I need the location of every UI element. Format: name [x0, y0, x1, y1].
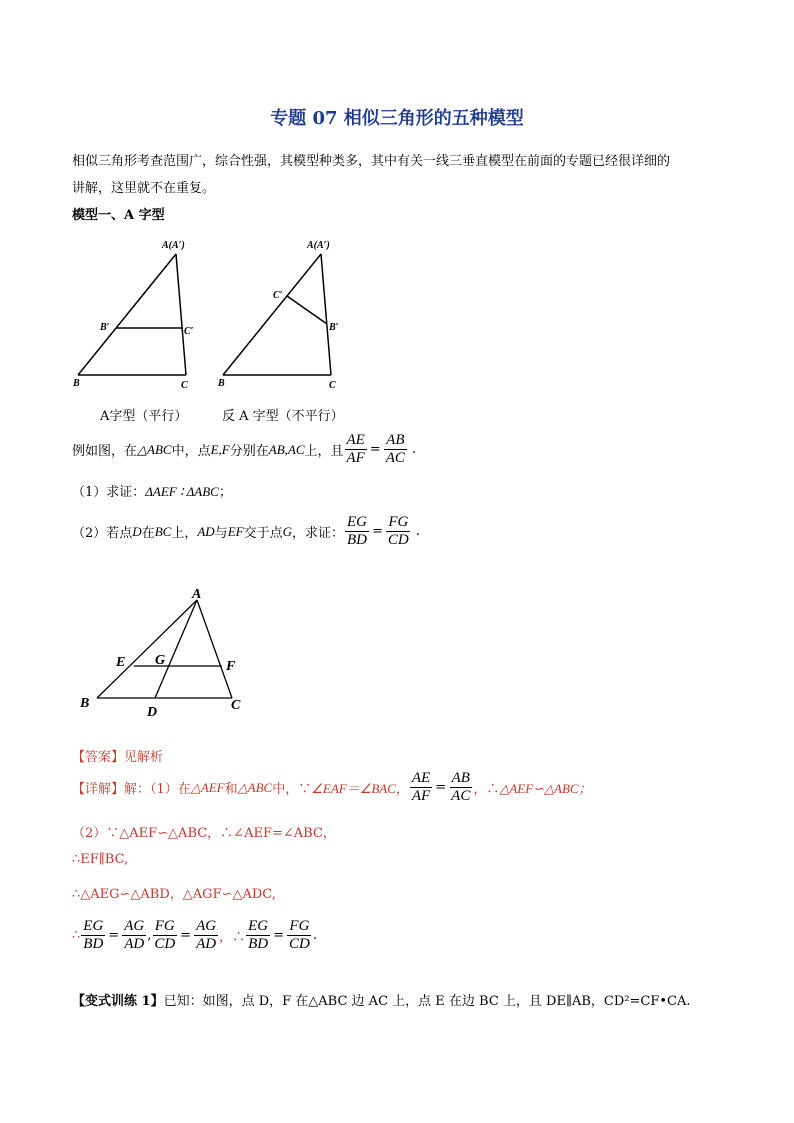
fig2-label-b-prime: B′: [329, 322, 339, 333]
variant-training-1: [72, 990, 690, 1009]
detail-tag: 【详解】: [72, 782, 125, 797]
q1-expression: ΔAEF ∶ ΔABC: [145, 484, 219, 499]
fraction-fg-cd: $\frac{FG}{CD}$: [387, 514, 409, 548]
fig1-label-a: A(A′): [162, 240, 185, 251]
fig2-label-b: B: [218, 378, 225, 389]
detail-fraction-ae-af: $\frac{AE}{AF}$: [411, 770, 431, 804]
example-triangle: △ABC: [137, 441, 172, 457]
fig2-label-a: A(A′): [307, 240, 330, 251]
fig1-label-b-prime: B′: [100, 322, 110, 333]
fraction-ab-ac: $\frac{AB}{AC}$: [385, 432, 405, 466]
detail-line-1: 【详解】 解：（1）在 △AEF 和 △ABC 中，∵ ∠EAF＝∠BAC ， $\frac{AE}{AF}$ = $\frac{AB}{AC}$ ，∴ △AEF∽△ABC；: [72, 770, 592, 804]
figure2-caption: 反 A 字型（不平行）: [222, 409, 344, 424]
fig3-label-f: F: [226, 659, 236, 674]
question-2: （2）若点 D 在 BC 上， AD 与 EF 交于点 G ，求证： $\frac{EG}{BD}$ = $\frac{FG}{CD}$ .: [72, 514, 420, 548]
answer-text: 见解析: [124, 750, 164, 765]
step5-fraction-fg-cd-2: $\frac{FG}{CD}$: [289, 918, 310, 952]
fig3-label-d: D: [147, 705, 158, 720]
step5-fraction-fg-cd: $\frac{FG}{CD}$: [154, 918, 176, 952]
page-title: 专题 07 相似三角形的五种模型: [270, 108, 524, 129]
answer-tag: 【答案】: [72, 750, 125, 765]
answer-line: [72, 746, 163, 765]
intro-line-1: 相似三角形考查范围广，综合性强，其模型种类多，其中有关一线三垂直模型在前面的专题已经很详细的: [72, 154, 671, 169]
example-sides: AB,AC: [268, 441, 305, 457]
fraction-ae-af: $\frac{AE}{AF}$: [346, 432, 365, 466]
fraction-eg-bd: $\frac{EG}{BD}$: [347, 514, 367, 548]
variant-text: 已知：如图，点 D，F 在△ABC 边 AC 上，点 E 在边 BC 上，且 DE∥AB，CD²=CF•CA.: [163, 994, 691, 1009]
fig3-label-c: C: [231, 698, 241, 713]
example-points: E,F: [210, 441, 230, 457]
fig3-label-e: E: [116, 655, 126, 670]
step5-fraction-eg-bd-2: $\frac{EG}{BD}$: [248, 918, 269, 952]
fig1-label-c-prime: C′: [184, 326, 194, 337]
fig3-label-b: B: [80, 696, 90, 711]
step5-fraction-ag-ad-2: $\frac{AG}{AD}$: [196, 918, 217, 952]
fig1-label-c: C: [181, 380, 188, 391]
fig1-label-b: B: [73, 378, 80, 389]
variant-tag: 【变式训练 1】: [72, 994, 164, 1009]
detail-fraction-ab-ac: $\frac{AB}{AC}$: [451, 770, 471, 804]
solution-step-2: （2）∵△AEF∽△ABC，∴∠AEF=∠ABC，: [72, 826, 336, 841]
fig3-label-g: G: [155, 653, 166, 668]
figure-triangle-abc-efg: [72, 582, 262, 722]
step5-fraction-ag-ad: $\frac{AG}{AD}$: [124, 918, 145, 952]
solution-step-5: ∴ $\frac{EG}{BD}$ = $\frac{AG}{AD}$ , $\frac{FG}{CD}$ = $\frac{AG}{AD}$ ，∴ $\frac{EG}{BD}$ = $\frac{FG}{CD}$ .: [72, 918, 317, 952]
fig2-label-c: C: [329, 380, 336, 391]
example-prefix: 例如图，在: [72, 444, 138, 459]
example-mid2: 分别在: [229, 444, 269, 459]
question-1: （1）求证：ΔAEF ∶ ΔABC；: [72, 484, 232, 500]
figure-reverse-a-shape: [205, 232, 365, 392]
solution-step-3: ∴EF∥BC,: [72, 852, 129, 867]
model1-heading: 模型一、A 字型: [72, 208, 165, 223]
intro-line-2: 讲解，这里就不在重复。: [72, 181, 216, 196]
fig3-label-a: A: [192, 587, 202, 602]
figure1-caption: A字型（平行）: [100, 409, 188, 424]
example-mid1: 中，点: [171, 444, 211, 459]
example-statement: 例如图，在 △ABC 中，点 E,F 分别在 AB,AC 上，且 $\frac{AE}{AF}$ = $\frac{AB}{AC}$ .: [72, 432, 417, 466]
solution-step-4: ∴△AEG∽△ABD，△AGF∽△ADC,: [72, 887, 276, 902]
figure-a-shape-parallel: [60, 232, 220, 392]
fig2-label-c-prime: C′: [273, 290, 283, 301]
example-mid3: 上，且: [304, 444, 344, 459]
step5-fraction-eg-bd: $\frac{EG}{BD}$: [83, 918, 104, 952]
